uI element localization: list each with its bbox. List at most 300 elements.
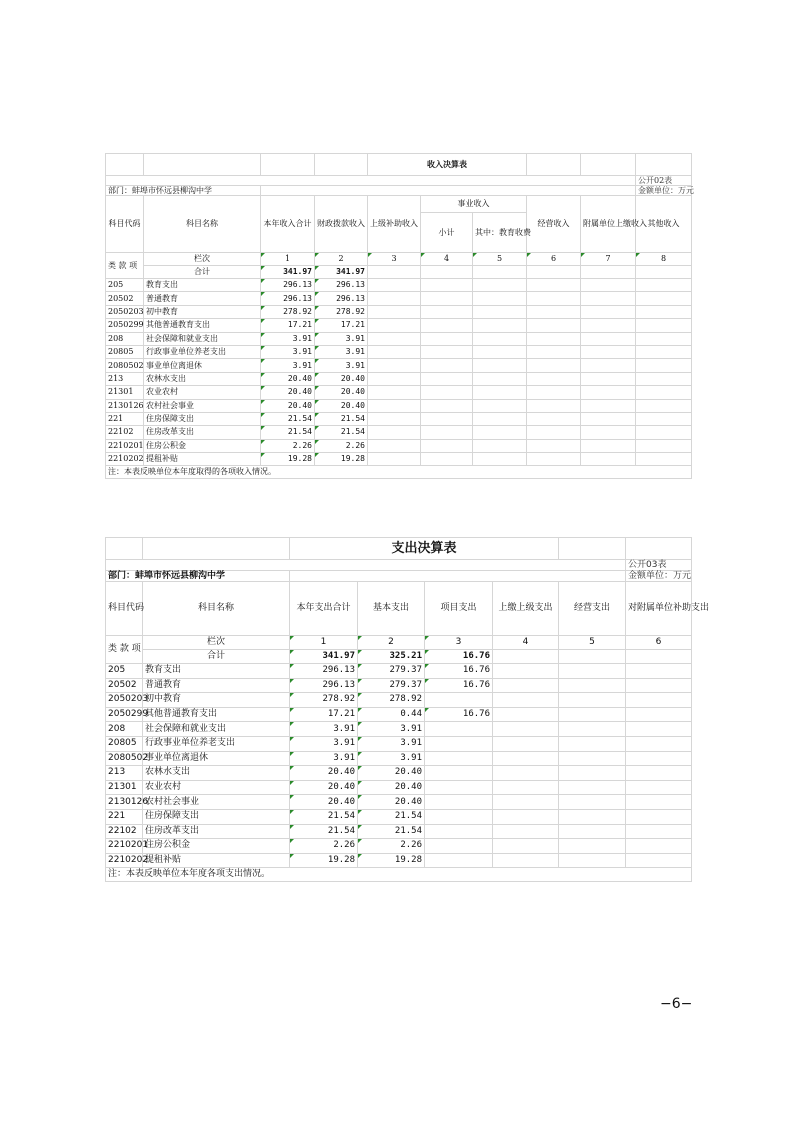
row-code: 213: [106, 766, 143, 781]
row-total: 21.54: [261, 412, 315, 425]
row-empty-cell: [581, 439, 636, 452]
row-empty-cell: [527, 319, 581, 332]
row-code: 2130126: [106, 399, 144, 412]
expense-heji: 合计: [143, 650, 290, 664]
row-empty-cell: [368, 359, 421, 372]
row-name: 教育支出: [144, 279, 261, 292]
row-empty-cell: [559, 839, 626, 854]
expense-col-num: 2: [358, 636, 425, 650]
row-code: 208: [106, 722, 143, 737]
table-row: [106, 678, 692, 693]
row-name: 提租补贴: [143, 853, 290, 868]
row-empty-cell: [559, 736, 626, 751]
row-total: 296.13: [290, 678, 358, 693]
row-empty-cell: [493, 839, 559, 854]
row-empty-cell: [368, 453, 421, 466]
expense-header-remit: 上缴上级支出: [493, 582, 559, 636]
row-code: 2050299: [106, 319, 144, 332]
row-basic: 20.40: [358, 795, 425, 810]
row-total: 19.28: [290, 853, 358, 868]
row-empty-cell: [636, 399, 692, 412]
table-row: [106, 305, 692, 318]
row-empty-cell: [368, 426, 421, 439]
row-total: 20.40: [261, 399, 315, 412]
expense-col-num: 1: [290, 636, 358, 650]
income-header-kuan: 款: [118, 260, 127, 270]
row-code: 22102: [106, 824, 143, 839]
row-empty-cell: [493, 824, 559, 839]
row-name: 行政事业单位养老支出: [143, 736, 290, 751]
table-row: [106, 386, 692, 399]
row-project: [425, 751, 493, 766]
row-empty-cell: [626, 751, 692, 766]
row-code: 2210201: [106, 439, 144, 452]
row-name: 事业单位离退休: [143, 751, 290, 766]
row-empty-cell: [421, 305, 473, 318]
row-empty-cell: [473, 439, 527, 452]
row-empty-cell: [626, 853, 692, 868]
table-row: [106, 722, 692, 737]
expense-header-kuan: 款: [119, 644, 129, 654]
row-empty-cell: [421, 345, 473, 358]
row-empty-cell: [421, 453, 473, 466]
row-empty-cell: [421, 412, 473, 425]
row-empty-cell: [636, 345, 692, 358]
table-row: [106, 780, 692, 795]
row-empty-cell: [626, 824, 692, 839]
expense-header-operating: 经营支出: [559, 582, 626, 636]
row-empty-cell: [581, 453, 636, 466]
row-empty-cell: [581, 412, 636, 425]
row-empty-cell: [473, 319, 527, 332]
expense-header-total: 本年支出合计: [290, 582, 358, 636]
row-code: 208: [106, 332, 144, 345]
row-code: 205: [106, 664, 143, 679]
row-name: 农业农村: [143, 780, 290, 795]
row-code: 2050203: [106, 305, 144, 318]
row-empty-cell: [581, 359, 636, 372]
row-empty-cell: [626, 693, 692, 708]
table-row: [106, 412, 692, 425]
row-code: 20805: [106, 345, 144, 358]
row-empty-cell: [559, 853, 626, 868]
row-code: 2050203: [106, 693, 143, 708]
row-code: 20502: [106, 292, 144, 305]
row-empty-cell: [636, 332, 692, 345]
row-project: [425, 853, 493, 868]
income-header-business: 事业收入: [421, 196, 527, 213]
row-name: 农村社会事业: [144, 399, 261, 412]
row-empty-cell: [559, 678, 626, 693]
expense-header-name: 科目名称: [143, 582, 290, 636]
row-basic: 3.91: [358, 736, 425, 751]
row-fiscal: 2.26: [315, 439, 368, 452]
income-header-lei-kuan-xiang: [106, 253, 144, 279]
row-total: 19.28: [261, 453, 315, 466]
row-empty-cell: [368, 319, 421, 332]
row-empty-cell: [626, 707, 692, 722]
row-empty-cell: [581, 332, 636, 345]
row-empty-cell: [626, 736, 692, 751]
row-total: 296.13: [290, 664, 358, 679]
table-row: [106, 664, 692, 679]
income-note: 注：本表反映单位本年度取得的各项收入情况。: [106, 466, 692, 479]
table-row: [106, 279, 692, 292]
expense-header-lei-kuan-xiang: [106, 636, 143, 664]
expense-header-project: 项目支出: [425, 582, 493, 636]
row-name: 住房保障支出: [143, 809, 290, 824]
row-empty-cell: [636, 319, 692, 332]
income-header-lei: 类: [108, 260, 116, 270]
row-name: 农村社会事业: [143, 795, 290, 810]
row-empty-cell: [636, 279, 692, 292]
expense-project-sum: 16.76: [425, 650, 493, 664]
expense-unit: 金额单位：万元: [626, 571, 692, 582]
row-name: 住房改革支出: [144, 426, 261, 439]
row-empty-cell: [493, 678, 559, 693]
row-name: 其他普通教育支出: [143, 707, 290, 722]
row-code: 22102: [106, 426, 144, 439]
expense-header-code: 科目代码: [106, 582, 143, 636]
expense-col-num: 3: [425, 636, 493, 650]
row-empty-cell: [527, 399, 581, 412]
row-empty-cell: [626, 664, 692, 679]
row-empty-cell: [626, 809, 692, 824]
row-empty-cell: [421, 426, 473, 439]
income-header-superior: 上级补助收入: [368, 196, 421, 253]
expense-col-num: 6: [626, 636, 692, 650]
row-code: 2130126: [106, 795, 143, 810]
row-code: 2210202: [106, 853, 143, 868]
row-empty-cell: [581, 319, 636, 332]
row-basic: 0.44: [358, 707, 425, 722]
row-empty-cell: [421, 319, 473, 332]
row-basic: 278.92: [358, 693, 425, 708]
row-name: 农林水支出: [143, 766, 290, 781]
income-col-num: 1: [261, 253, 315, 266]
row-fiscal: 21.54: [315, 426, 368, 439]
income-lanci: 栏次: [144, 253, 261, 266]
row-total: 17.21: [290, 707, 358, 722]
row-total: 20.40: [290, 766, 358, 781]
row-fiscal: 3.91: [315, 359, 368, 372]
expense-title: 支出决算表: [290, 538, 559, 560]
row-empty-cell: [493, 751, 559, 766]
row-empty-cell: [527, 292, 581, 305]
row-empty-cell: [581, 279, 636, 292]
row-code: 20805: [106, 736, 143, 751]
income-table: [105, 153, 692, 479]
table-row: [106, 372, 692, 385]
table-row: [106, 707, 692, 722]
row-empty-cell: [559, 722, 626, 737]
row-empty-cell: [581, 292, 636, 305]
income-col-num: 6: [527, 253, 581, 266]
row-basic: 3.91: [358, 751, 425, 766]
row-total: 296.13: [261, 292, 315, 305]
row-code: 221: [106, 809, 143, 824]
row-empty-cell: [527, 426, 581, 439]
row-empty-cell: [368, 372, 421, 385]
row-total: 278.92: [261, 305, 315, 318]
row-name: 住房保障支出: [144, 412, 261, 425]
expense-dept: 部门：蚌埠市怀远县柳沟中学: [106, 571, 290, 582]
expense-header-subsidy: 对附属单位补助支出: [626, 582, 692, 636]
row-project: 16.76: [425, 678, 493, 693]
row-empty-cell: [493, 809, 559, 824]
table-row: [106, 332, 692, 345]
income-header-name: 科目名称: [144, 196, 261, 253]
row-empty-cell: [626, 766, 692, 781]
row-empty-cell: [368, 305, 421, 318]
row-fiscal: 278.92: [315, 305, 368, 318]
row-total: 20.40: [290, 780, 358, 795]
expense-header-lei: 类: [108, 644, 118, 654]
row-empty-cell: [473, 412, 527, 425]
row-empty-cell: [368, 279, 421, 292]
row-name: 住房公积金: [143, 839, 290, 854]
income-unit: 金额单位：万元: [636, 186, 692, 196]
row-project: [425, 780, 493, 795]
row-empty-cell: [626, 780, 692, 795]
row-name: 社会保障和就业支出: [143, 722, 290, 737]
row-empty-cell: [368, 439, 421, 452]
row-name: 农业农村: [144, 386, 261, 399]
row-total: 21.54: [261, 426, 315, 439]
row-empty-cell: [473, 305, 527, 318]
expense-lanci: 栏次: [143, 636, 290, 650]
row-total: 20.40: [290, 795, 358, 810]
row-project: [425, 839, 493, 854]
income-header-total: 本年收入合计: [261, 196, 315, 253]
table-row: [106, 319, 692, 332]
row-empty-cell: [473, 386, 527, 399]
row-empty-cell: [626, 678, 692, 693]
row-code: 20502: [106, 678, 143, 693]
row-empty-cell: [473, 292, 527, 305]
row-empty-cell: [473, 345, 527, 358]
table-row: [106, 751, 692, 766]
row-total: 3.91: [261, 359, 315, 372]
row-total: 3.91: [261, 345, 315, 358]
row-empty-cell: [493, 707, 559, 722]
row-empty-cell: [473, 359, 527, 372]
expense-form-no: 公开03表: [626, 560, 692, 571]
row-total: 3.91: [290, 751, 358, 766]
row-name: 其他普通教育支出: [144, 319, 261, 332]
row-empty-cell: [421, 332, 473, 345]
income-col-num: 2: [315, 253, 368, 266]
row-empty-cell: [473, 372, 527, 385]
table-row: [106, 426, 692, 439]
row-empty-cell: [493, 795, 559, 810]
row-code: 2080502: [106, 751, 143, 766]
table-row: [106, 839, 692, 854]
row-empty-cell: [421, 359, 473, 372]
row-empty-cell: [581, 305, 636, 318]
table-row: [106, 766, 692, 781]
row-total: 2.26: [261, 439, 315, 452]
row-project: [425, 722, 493, 737]
table-row: [106, 824, 692, 839]
row-empty-cell: [636, 386, 692, 399]
row-fiscal: 296.13: [315, 292, 368, 305]
row-name: 普通教育: [143, 678, 290, 693]
row-empty-cell: [559, 707, 626, 722]
row-empty-cell: [421, 439, 473, 452]
row-empty-cell: [493, 853, 559, 868]
income-col-num: 8: [636, 253, 692, 266]
row-total: 20.40: [261, 372, 315, 385]
row-empty-cell: [581, 386, 636, 399]
row-name: 初中教育: [144, 305, 261, 318]
income-total-sum: 341.97: [261, 266, 315, 279]
row-empty-cell: [527, 372, 581, 385]
row-empty-cell: [581, 345, 636, 358]
row-empty-cell: [559, 693, 626, 708]
row-project: [425, 766, 493, 781]
row-empty-cell: [473, 453, 527, 466]
table-row: [106, 399, 692, 412]
table-row: [106, 292, 692, 305]
table-row: [106, 795, 692, 810]
table-row: [106, 345, 692, 358]
row-name: 农林水支出: [144, 372, 261, 385]
row-empty-cell: [473, 332, 527, 345]
row-code: 2050299: [106, 707, 143, 722]
table-row: [106, 736, 692, 751]
income-col-num: 7: [581, 253, 636, 266]
income-dept: 部门：蚌埠市怀远县柳沟中学: [106, 186, 261, 196]
table-row: [106, 439, 692, 452]
row-project: [425, 809, 493, 824]
table-row: [106, 693, 692, 708]
row-empty-cell: [368, 292, 421, 305]
row-basic: 3.91: [358, 722, 425, 737]
income-header-code: 科目代码: [106, 196, 144, 253]
row-empty-cell: [636, 372, 692, 385]
row-project: [425, 824, 493, 839]
income-title: 收入决算表: [368, 154, 527, 176]
row-name: 事业单位离退休: [144, 359, 261, 372]
row-empty-cell: [559, 809, 626, 824]
row-empty-cell: [527, 453, 581, 466]
expense-total-sum: 341.97: [290, 650, 358, 664]
row-empty-cell: [626, 722, 692, 737]
page-number: −6−: [660, 996, 693, 1012]
table-row: [106, 359, 692, 372]
row-fiscal: 20.40: [315, 372, 368, 385]
expense-table: [105, 537, 710, 882]
row-name: 初中教育: [143, 693, 290, 708]
row-empty-cell: [559, 795, 626, 810]
income-heji: 合计: [144, 266, 261, 279]
row-project: [425, 736, 493, 751]
row-empty-cell: [368, 399, 421, 412]
income-form-no: 公开02表: [636, 176, 692, 186]
income-header-edu-fee: 其中：教育收费: [473, 213, 527, 253]
row-empty-cell: [368, 386, 421, 399]
income-col-num: 4: [421, 253, 473, 266]
row-code: 2080502: [106, 359, 144, 372]
row-empty-cell: [527, 345, 581, 358]
row-empty-cell: [421, 279, 473, 292]
row-empty-cell: [368, 345, 421, 358]
row-empty-cell: [527, 279, 581, 292]
row-fiscal: 17.21: [315, 319, 368, 332]
income-header-subtotal: 小计: [421, 213, 473, 253]
row-total: 3.91: [261, 332, 315, 345]
row-total: 21.54: [290, 824, 358, 839]
row-code: 2210202: [106, 453, 144, 466]
row-empty-cell: [527, 439, 581, 452]
row-empty-cell: [473, 279, 527, 292]
expense-col-num: 4: [493, 636, 559, 650]
row-empty-cell: [527, 305, 581, 318]
row-total: 17.21: [261, 319, 315, 332]
row-basic: 2.26: [358, 839, 425, 854]
row-empty-cell: [473, 426, 527, 439]
row-empty-cell: [559, 824, 626, 839]
row-basic: 279.37: [358, 664, 425, 679]
row-name: 行政事业单位养老支出: [144, 345, 261, 358]
row-total: 296.13: [261, 279, 315, 292]
row-empty-cell: [493, 664, 559, 679]
row-empty-cell: [493, 780, 559, 795]
row-empty-cell: [421, 386, 473, 399]
income-header-other: 其他收入: [636, 196, 692, 253]
row-total: 3.91: [290, 722, 358, 737]
income-header-xiang: 项: [129, 260, 138, 270]
row-fiscal: 3.91: [315, 345, 368, 358]
row-empty-cell: [421, 372, 473, 385]
row-empty-cell: [559, 751, 626, 766]
row-empty-cell: [559, 664, 626, 679]
income-fiscal-sum: 341.97: [315, 266, 368, 279]
row-empty-cell: [581, 426, 636, 439]
row-empty-cell: [527, 332, 581, 345]
row-empty-cell: [493, 736, 559, 751]
row-name: 教育支出: [143, 664, 290, 679]
row-name: 住房公积金: [144, 439, 261, 452]
expense-basic-sum: 325.21: [358, 650, 425, 664]
row-empty-cell: [527, 412, 581, 425]
row-basic: 21.54: [358, 809, 425, 824]
row-empty-cell: [636, 305, 692, 318]
row-empty-cell: [527, 359, 581, 372]
row-empty-cell: [636, 426, 692, 439]
row-empty-cell: [636, 359, 692, 372]
row-empty-cell: [493, 722, 559, 737]
row-code: 21301: [106, 780, 143, 795]
income-header-operating: 经营收入: [527, 196, 581, 253]
row-total: 21.54: [290, 809, 358, 824]
table-row: [106, 453, 692, 466]
row-name: 提租补贴: [144, 453, 261, 466]
row-total: 2.26: [290, 839, 358, 854]
row-empty-cell: [559, 766, 626, 781]
row-total: 3.91: [290, 736, 358, 751]
row-project: [425, 693, 493, 708]
income-header-affiliated: 附属单位上缴收入: [581, 196, 636, 253]
income-header-fiscal: 财政拨款收入: [315, 196, 368, 253]
row-empty-cell: [581, 372, 636, 385]
row-fiscal: 19.28: [315, 453, 368, 466]
row-empty-cell: [473, 399, 527, 412]
row-empty-cell: [368, 412, 421, 425]
row-empty-cell: [636, 412, 692, 425]
row-project: 16.76: [425, 707, 493, 722]
